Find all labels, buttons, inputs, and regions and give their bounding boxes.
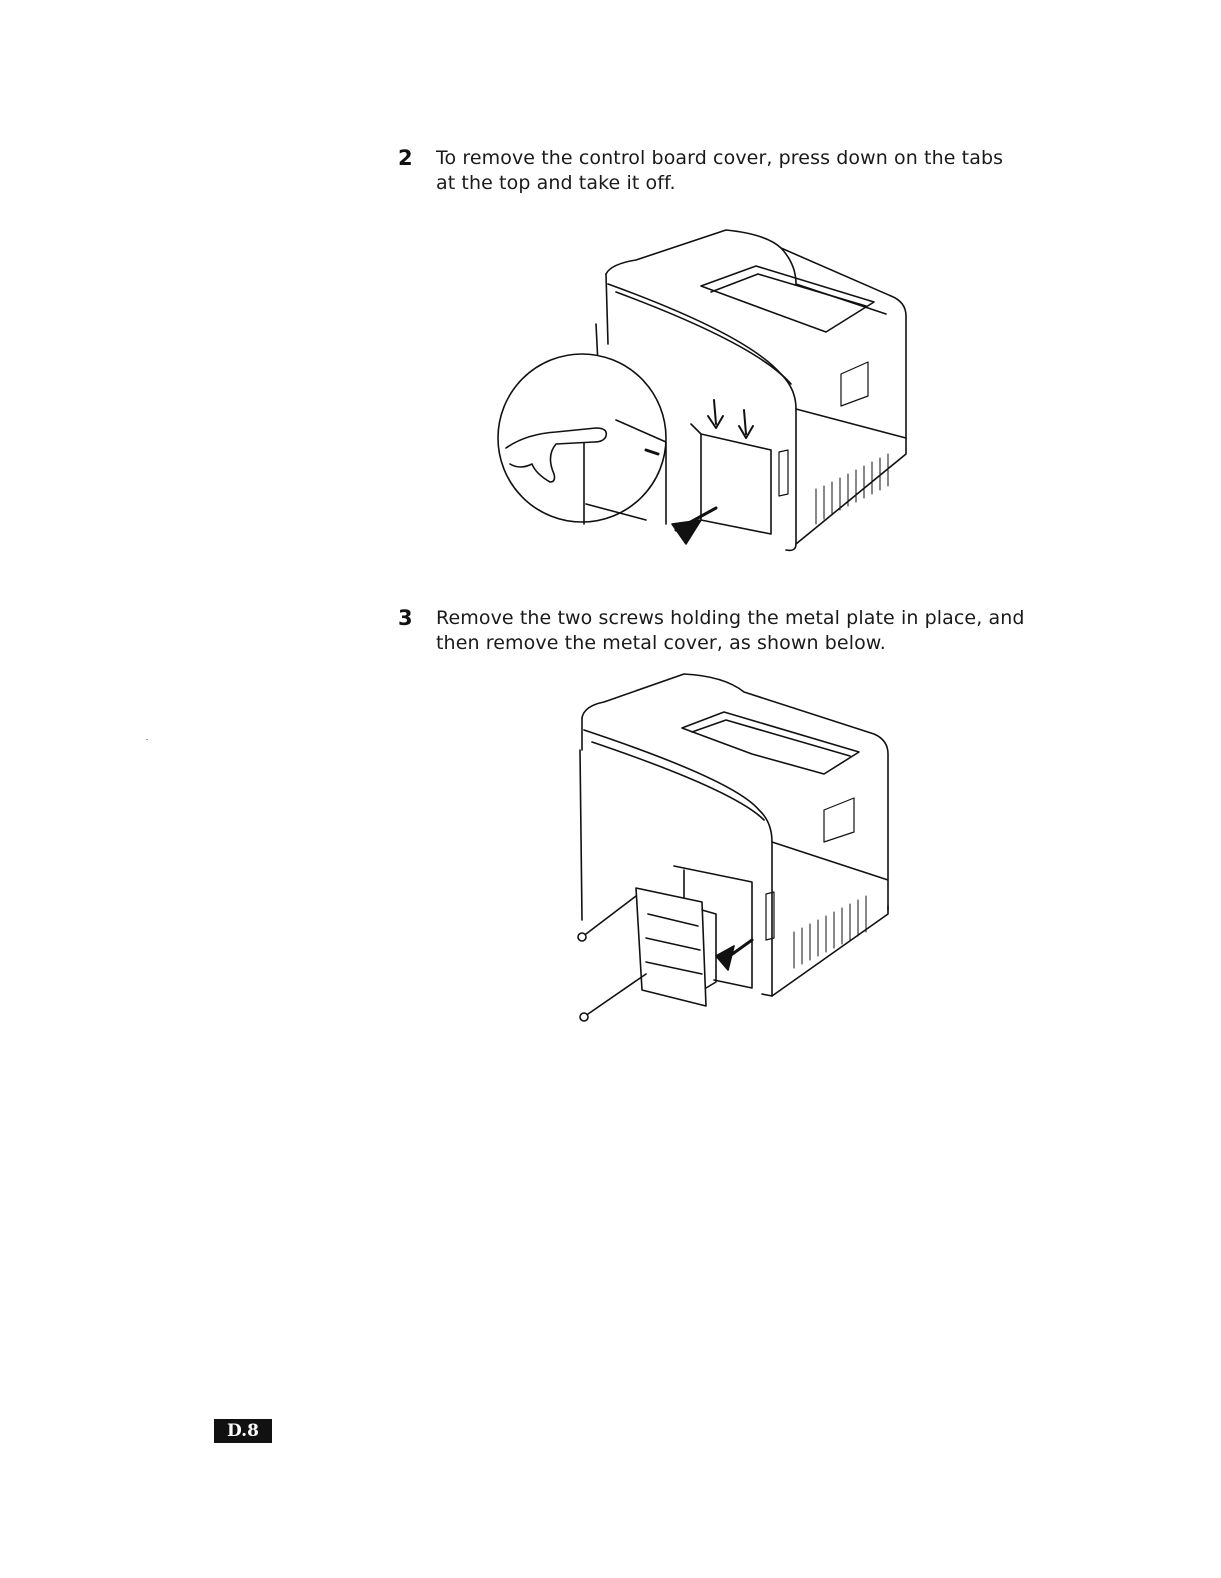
printer-illustration-metal-plate [574, 670, 902, 1032]
scan-speck [146, 739, 148, 740]
step-number: 2 [398, 146, 413, 170]
step-instruction: To remove the control board cover, press down on the tabs at the top and take it off. [436, 147, 1004, 194]
step-instruction: Remove the two screws holding the metal plate in place, and then remove the metal cover, as shown below. [436, 607, 1025, 654]
printer-illustration-cover [496, 224, 914, 566]
page-number-label: D.8 [214, 1419, 272, 1443]
step-number: 3 [398, 606, 413, 630]
printer-cover-drawing [496, 224, 914, 566]
printer-metal-plate-drawing [574, 670, 902, 1032]
